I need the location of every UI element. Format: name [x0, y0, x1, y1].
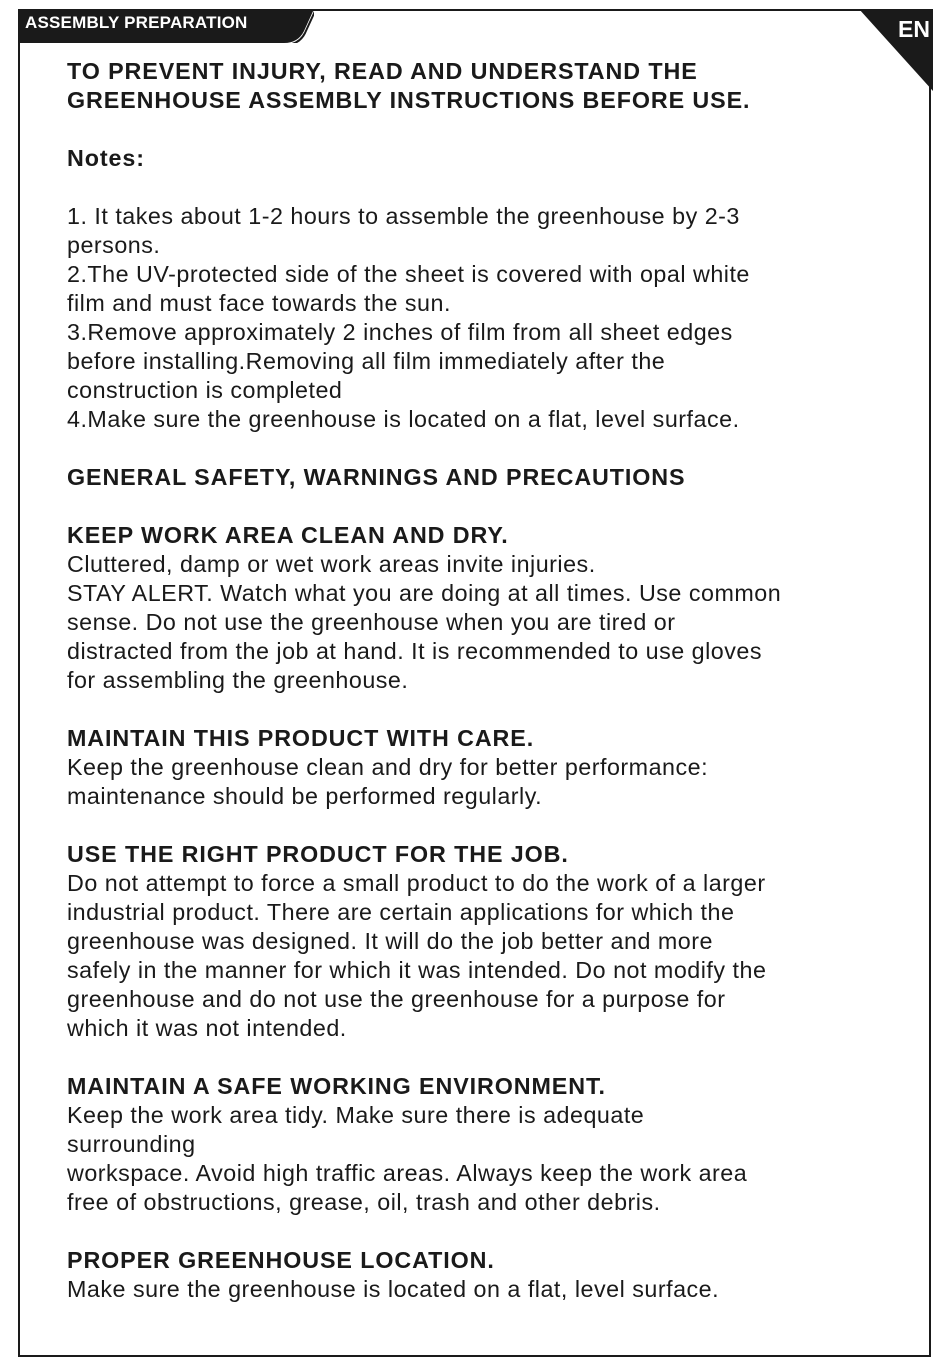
section-line: free of obstructions, grease, oil, trash and other debris.	[67, 1189, 661, 1215]
section-heading: KEEP WORK AREA CLEAN AND DRY.	[67, 522, 509, 548]
note-line: 1. It takes about 1-2 hours to assemble the greenhouse by 2-3	[67, 203, 740, 229]
note-line: film and must face towards the sun.	[67, 290, 451, 316]
general-safety-heading: GENERAL SAFETY, WARNINGS AND PRECAUTIONS	[67, 464, 686, 490]
section-line: which it was not intended.	[67, 1015, 347, 1041]
section-heading: MAINTAIN THIS PRODUCT WITH CARE.	[67, 725, 535, 751]
section-tab	[18, 9, 314, 43]
section-line: surrounding	[67, 1131, 196, 1157]
note-line: 3.Remove approximately 2 inches of film from all sheet edges	[67, 319, 733, 345]
section-heading: USE THE RIGHT PRODUCT FOR THE JOB.	[67, 841, 569, 867]
section-line: distracted from the job at hand. It is recommended to use gloves	[67, 638, 763, 664]
notes-heading: Notes:	[67, 145, 145, 171]
warning-line: TO PREVENT INJURY, READ AND UNDERSTAND THE	[67, 58, 698, 84]
section-line: greenhouse was designed. It will do the job better and more	[67, 928, 713, 954]
section-line: Keep the greenhouse clean and dry for better performance:	[67, 754, 709, 780]
note-line: before installing.Removing all film immediately after the	[67, 348, 666, 374]
section-tab-label: ASSEMBLY PREPARATION	[25, 13, 248, 32]
note-line: 4.Make sure the greenhouse is located on a flat, level surface.	[67, 406, 740, 432]
section-line: Keep the work area tidy. Make sure there is adequate	[67, 1102, 645, 1128]
section-line: industrial product. There are certain applications for which the	[67, 899, 735, 925]
section-heading: MAINTAIN A SAFE WORKING ENVIRONMENT.	[67, 1073, 606, 1099]
section-line: greenhouse and do not use the greenhouse for a purpose for	[67, 986, 726, 1012]
section-line: sense. Do not use the greenhouse when you are tired or	[67, 609, 676, 635]
section-line: Do not attempt to force a small product to do the work of a larger	[67, 870, 766, 896]
section-line: Cluttered, damp or wet work areas invite injuries.	[67, 551, 596, 577]
note-line: construction is completed	[67, 377, 343, 403]
section-line: Make sure the greenhouse is located on a flat, level surface.	[67, 1276, 720, 1302]
note-line: 2.The UV-protected side of the sheet is covered with opal white	[67, 261, 750, 287]
section-line: maintenance should be performed regularly.	[67, 783, 543, 809]
section-line: workspace. Avoid high traffic areas. Always keep the work area	[67, 1160, 748, 1186]
note-line: persons.	[67, 232, 161, 258]
section-line: for assembling the greenhouse.	[67, 667, 409, 693]
language-badge-label: EN	[898, 16, 930, 42]
document-body	[67, 57, 897, 1304]
section-line: safely in the manner for which it was intended. Do not modify the	[67, 957, 767, 983]
section-line: STAY ALERT. Watch what you are doing at all times. Use common	[67, 580, 782, 606]
section-heading: PROPER GREENHOUSE LOCATION.	[67, 1247, 495, 1273]
warning-line: GREENHOUSE ASSEMBLY INSTRUCTIONS BEFORE USE.	[67, 87, 751, 113]
